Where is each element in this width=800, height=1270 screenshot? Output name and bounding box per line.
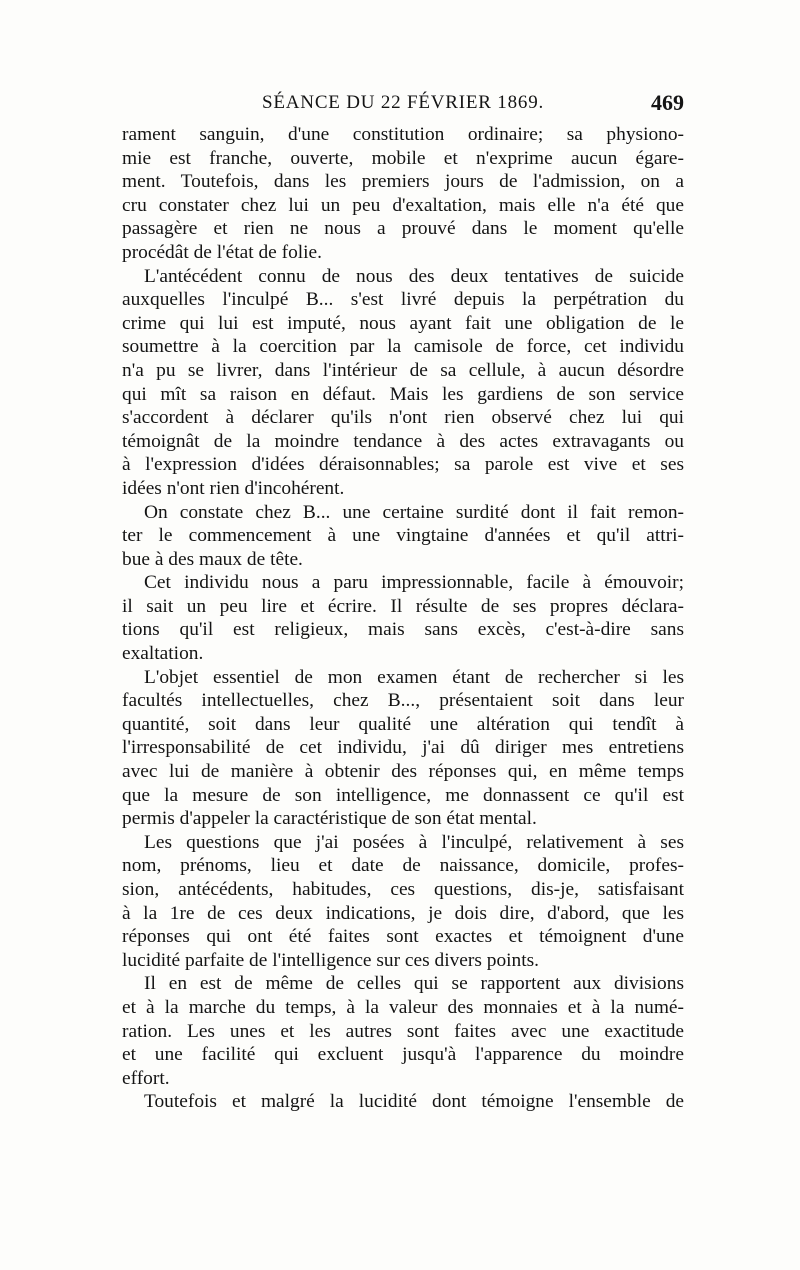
page-number: 469 [651,90,684,115]
text-line: il sait un peu lire et écrire. Il résulte de ses propres déclara- [122,595,684,617]
text-line: procédât de l'état de folie. [122,241,322,263]
text-line: quantité, soit dans leur qualité une altération qui tendît à [122,713,684,735]
text-line: passagère et rien ne nous a prouvé dans le moment qu'elle [122,218,684,240]
text-line: Les questions que j'ai posées à l'inculpé, relativement à ses [144,831,684,853]
text-line: Cet individu nous a paru impressionnable, facile à émouvoir; [144,572,684,594]
text-line: Il en est de même de celles qui se rapportent aux divisions [144,973,684,995]
text-line: l'irresponsabilité de cet individu, j'ai dû diriger mes entretiens [122,737,684,759]
text-line: bue à des maux de tête. [122,548,303,570]
text-line: avec lui de manière à obtenir des réponses qui, en même temps [122,761,684,783]
text-line: ter le commencement à une vingtaine d'années et qu'il attri- [122,525,684,547]
text-line: n'a pu se livrer, dans l'intérieur de sa cellule, à aucun désordre [122,359,684,381]
text-line: facultés intellectuelles, chez B..., présentaient soit dans leur [122,690,684,712]
text-line: On constate chez B... une certaine surdité dont il fait remon- [144,501,684,523]
text-line: Toutefois et malgré la lucidité dont témoigne l'ensemble de [144,1091,684,1113]
text-line: nom, prénoms, lieu et date de naissance, domicile, profes- [122,855,684,877]
text-line: et une facilité qui excluent jusqu'à l'apparence du moindre [122,1044,684,1066]
text-line: sion, antécédents, habitudes, ces questions, dis-je, satisfaisant [122,879,684,900]
text-line: et à la marche du temps, à la valeur des monnaies et à la numé- [122,996,684,1018]
text-line: tions qu'il est religieux, mais sans excès, c'est-à-dire sans [122,619,684,641]
running-head: SÉANCE DU 22 FÉVRIER 1869. [262,92,545,113]
text-line: mie est franche, ouverte, mobile et n'exprime aucun égare- [122,147,684,169]
text-line: idées n'ont rien d'incohérent. [122,477,345,499]
text-line: à la 1re de ces deux indications, je dois dire, d'abord, que les [122,902,684,924]
text-line: soumettre à la coercition par la camisole de force, cet individu [122,336,684,358]
text-line: à l'expression d'idées déraisonnables; sa parole est vive et ses [122,454,684,476]
text-line: L'objet essentiel de mon examen étant de rechercher si les [144,666,684,688]
text-line: auxquelles l'inculpé B... s'est livré depuis la perpétration du [122,289,684,311]
text-line: effort. [122,1067,170,1089]
body-text [122,123,684,1114]
text-line: qui mît sa raison en défaut. Mais les gardiens de son service [122,383,684,405]
text-line: réponses qui ont été faites sont exactes et témoignent d'une [122,926,684,948]
text-line: crime qui lui est imputé, nous ayant fait une obligation de le [122,312,684,334]
text-line: exaltation. [122,643,204,665]
text-line: permis d'appeler la caractéristique de son état mental. [122,808,537,830]
text-line: L'antécédent connu de nous des deux tentatives de suicide [144,265,684,287]
text-line: rament sanguin, d'une constitution ordinaire; sa physiono- [122,124,684,145]
text-line: ration. Les unes et les autres sont faites avec une exactitude [122,1020,684,1042]
text-line: témoignât de la moindre tendance à des actes extravagants ou [122,430,684,452]
text-line: lucidité parfaite de l'intelligence sur ces divers points. [122,949,540,971]
text-line: s'accordent à déclarer qu'ils n'ont rien observé chez lui qui [122,407,684,429]
text-line: ment. Toutefois, dans les premiers jours de l'admission, on a [122,171,684,193]
text-line: cru constater chez lui un peu d'exaltation, mais elle n'a été que [122,194,684,216]
page-header [122,92,684,120]
text-line: que la mesure de son intelligence, me donnassent ce qu'il est [122,784,684,806]
